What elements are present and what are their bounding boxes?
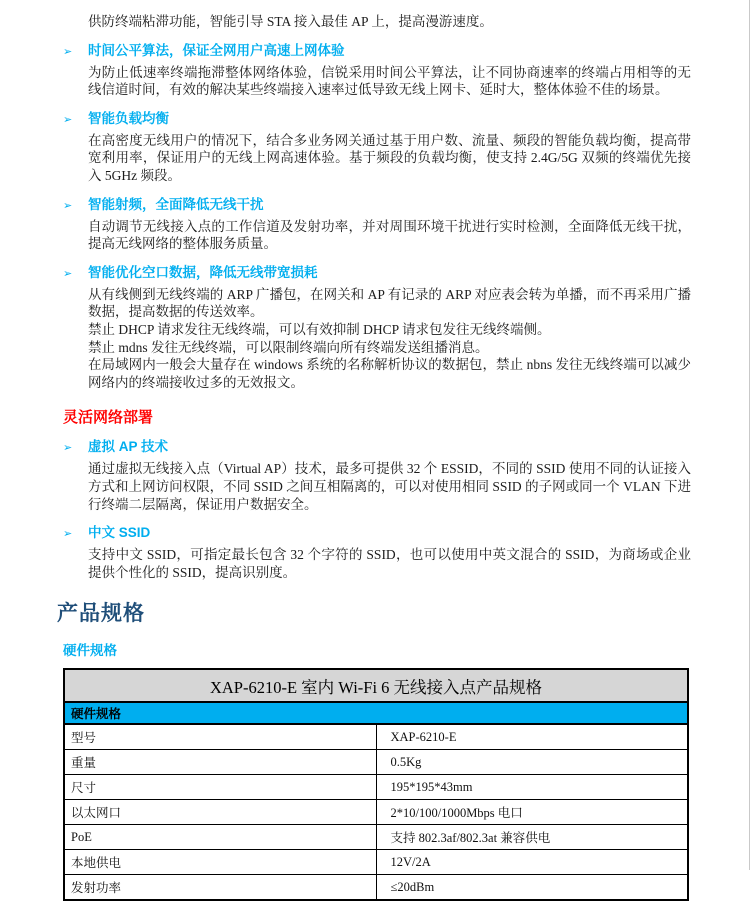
spec-label-cell: 以太网口 [64, 800, 376, 825]
bullet-paragraph: 自动调节无线接入点的工作信道及发射功率，并对周围环境干扰进行实时检测，全面降低无线干扰，提高无线网络的整体服务质量。 [88, 218, 691, 252]
bullet-arrow-icon: ➢ [63, 112, 73, 126]
bullet-paragraph: 支持中文 SSID，可指定最长包含 32 个字符的 SSID，也可以使用中英文混合的 SSID，为商场或企业提供个性化的 SSID，提高识别度。 [88, 547, 691, 580]
bullet-arrow-icon: ➢ [63, 44, 73, 58]
bullet-title: 智能射频，全面降低无线干扰 [88, 196, 264, 212]
bullet-arrow-icon: ➢ [63, 527, 73, 541]
table-row [64, 850, 688, 875]
spec-value-cell: 2*10/100/1000Mbps 电口 [376, 800, 688, 825]
bullet-title: 虚拟 AP 技术 [88, 439, 169, 455]
bullet-heading-chinese-ssid [63, 524, 691, 542]
bullet-title: 智能优化空口数据，降低无线带宽损耗 [88, 264, 318, 280]
bullet-heading-time-fairness [63, 42, 691, 60]
bullet-heading-load-balancing [63, 110, 691, 128]
spec-label-cell: 重量 [64, 750, 376, 775]
bullet-paragraph: 通过虚拟无线接入点（Virtual AP）技术，最多可提供 32 个 ESSID，不同的 SSID 使用不同的认证接入方式和上网访问权限，不同 SSID 之间互相隔离的，可以对使用相同 SSID 的子网或同一个 VLAN 下进行终端二层隔离，保证用户数据安全。 [88, 461, 691, 512]
hardware-spec-table [63, 668, 689, 901]
bullet-paragraph: 禁止 mdns 发往无线终端，可以限制终端向所有终端发送组播消息。 [88, 339, 489, 355]
spec-value-cell: XAP-6210-E [376, 724, 688, 750]
spec-value-cell: 12V/2A [376, 850, 688, 875]
section-heading-flexible-deployment: 灵活网络部署 [63, 409, 154, 427]
table-title: XAP-6210-E 室内 Wi-Fi 6 无线接入点产品规格 [64, 669, 688, 702]
table-row [64, 775, 688, 800]
bullet-heading-smart-rf [63, 196, 691, 214]
bullet-title: 中文 SSID [88, 525, 151, 541]
table-row [64, 750, 688, 775]
bullet-paragraph: 从有线侧到无线终端的 ARP 广播包，在网关和 AP 有记录的 ARP 对应表会转为单播，而不再采用广播数据，提高数据的传送效率。 [88, 286, 691, 320]
bullet-paragraph: 在局域网内一般会大量存在 windows 系统的名称解析协议的数据包，禁止 nbns 发往无线终端可以减少网络内的终端接收过多的无效报文。 [88, 357, 691, 390]
intro-paragraph: 供防终端粘滞功能，智能引导 STA 接入最佳 AP 上，提高漫游速度。 [88, 14, 493, 29]
table-title-row [64, 669, 688, 702]
bullet-arrow-icon: ➢ [63, 441, 73, 455]
bullet-title: 时间公平算法，保证全网用户高速上网体验 [88, 42, 345, 58]
bullet-arrow-icon: ➢ [63, 198, 73, 212]
bullet-heading-virtual-ap [63, 438, 691, 456]
table-row [64, 800, 688, 825]
spec-label-cell: 尺寸 [64, 775, 376, 800]
table-section-label: 硬件规格 [64, 702, 688, 724]
bullet-title: 智能负载均衡 [88, 110, 169, 126]
table-row [64, 825, 688, 850]
table-section-row [64, 702, 688, 724]
spec-label-cell: PoE [64, 825, 376, 850]
subheading-hardware-spec: 硬件规格 [63, 643, 117, 659]
spec-value-cell: ≤20dBm [376, 875, 688, 901]
bullet-paragraph: 为防止低速率终端拖滞整体网络体验，信锐采用时间公平算法，让不同协商速率的终端占用相等的无线信道时间，有效的解决某些终端接入速率过低导致无线上网卡、延时大，整体体验不佳的场景。 [88, 64, 691, 98]
page-title-product-spec: 产品规格 [57, 602, 145, 626]
spec-value-cell: 0.5Kg [376, 750, 688, 775]
spec-value-cell: 支持 802.3af/802.3at 兼容供电 [376, 825, 688, 850]
spec-label-cell: 型号 [64, 724, 376, 750]
bullet-paragraph: 在高密度无线用户的情况下，结合多业务网关通过基于用户数、流量、频段的智能负载均衡，提高带宽利用率，保证用户的无线上网高速体验。基于频段的负载均衡，使支持 2.4G/5G 双频的终端优先接入 5GHz 频段。 [88, 132, 691, 183]
bullet-paragraph: 禁止 DHCP 请求发往无线终端，可以有效抑制 DHCP 请求包发往无线终端侧。 [88, 321, 551, 337]
bullet-heading-airtime-optimization [63, 264, 691, 282]
bullet-arrow-icon: ➢ [63, 266, 73, 280]
spec-value-cell: 195*195*43mm [376, 775, 688, 800]
table-row [64, 724, 688, 750]
spec-label-cell: 本地供电 [64, 850, 376, 875]
table-row [64, 875, 688, 901]
spec-label-cell: 发射功率 [64, 875, 376, 901]
